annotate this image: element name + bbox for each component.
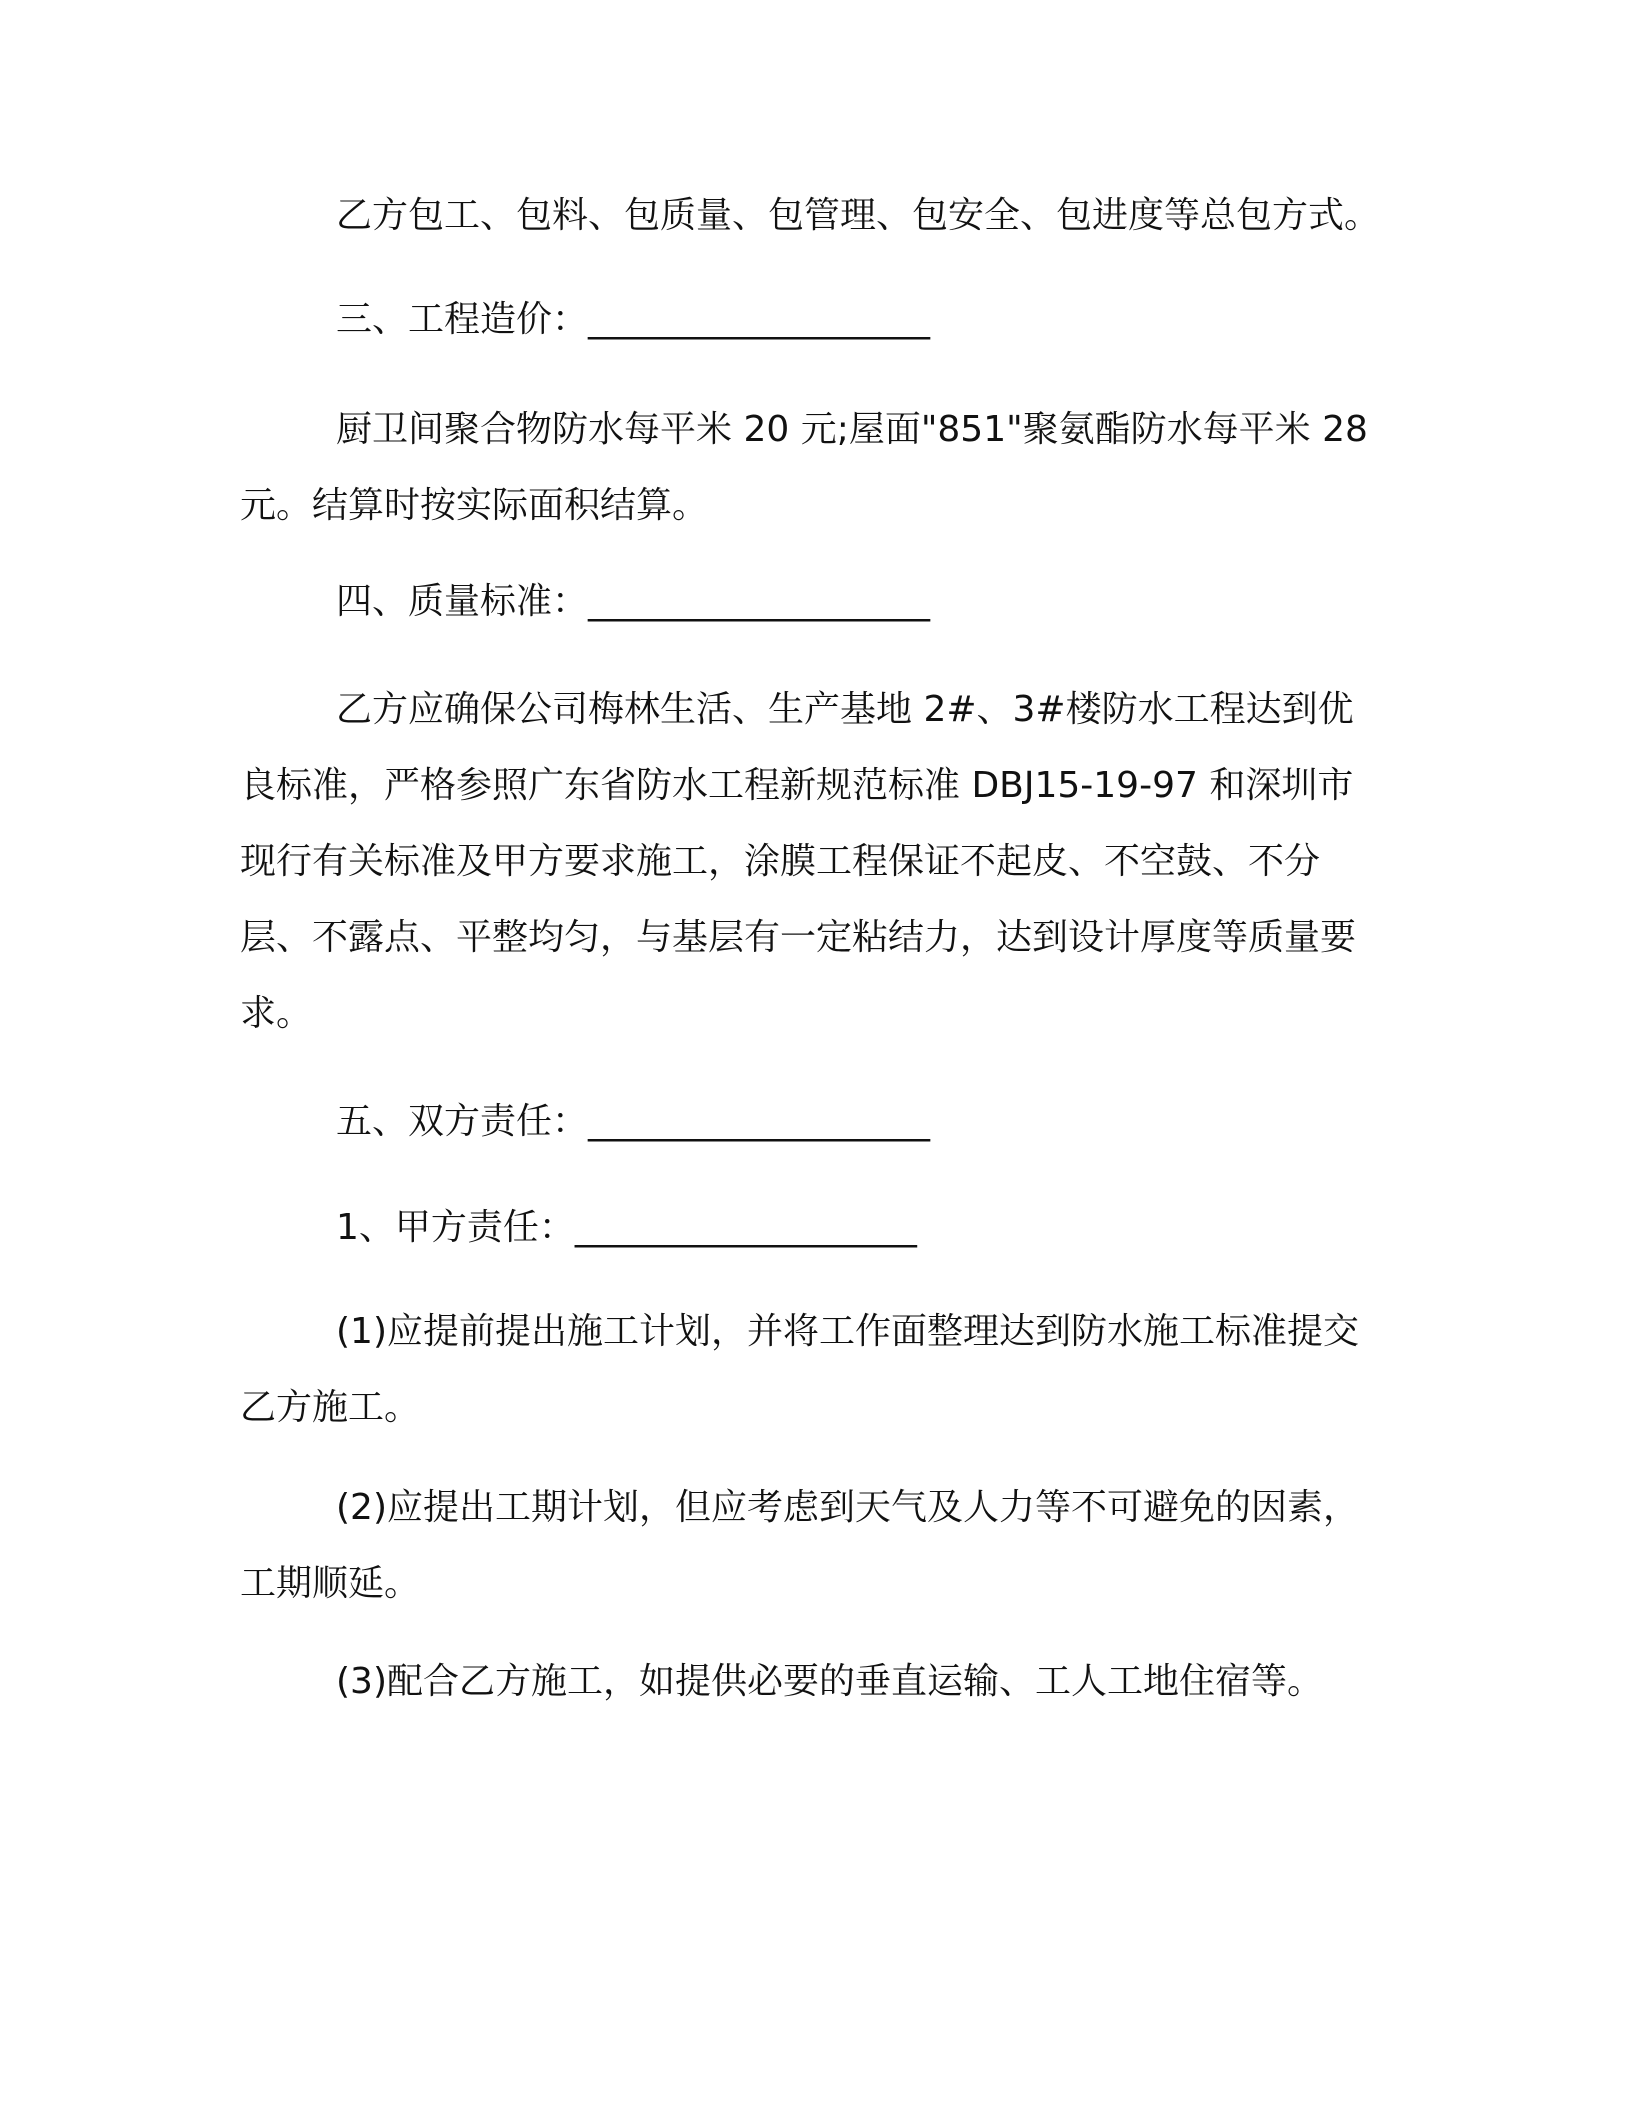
item-cooperation: (3)配合乙方施工，如提供必要的垂直运输、工人工地住宿等。	[336, 1661, 1323, 1702]
heading-quality-standard: 四、质量标准：___________________	[336, 581, 931, 622]
paragraph-unit-prices: 厨卫间聚合物防水每平米 20 元;屋面"851"聚氨酯防水每平米 28 元。结算时按实际面积结算。	[240, 409, 1368, 526]
heading-party-a-responsibilities: 1、甲方责任：___________________	[336, 1207, 917, 1248]
paragraph-quality-requirements: 乙方应确保公司梅林生活、生产基地 2#、3#楼防水工程达到优良标准，严格参照广东省防水工程新规范标准 DBJ15-19-97 和深圳市现行有关标准及甲方要求施工，涂膜工程保证不起皮、不空鼓、不分层、不露点、平整均匀，与基层有一定粘结力，达到设计厚度等质量要求。	[240, 689, 1357, 1034]
item-schedule-plan: (2)应提出工期计划，但应考虑到天气及人力等不可避免的因素，工期顺延。	[240, 1487, 1359, 1604]
paragraph-contract-mode: 乙方包工、包料、包质量、包管理、包安全、包进度等总包方式。	[336, 195, 1381, 236]
heading-responsibilities: 五、双方责任：___________________	[336, 1101, 931, 1142]
item-construction-plan: (1)应提前提出施工计划，并将工作面整理达到防水施工标准提交乙方施工。	[240, 1311, 1359, 1428]
heading-project-cost: 三、工程造价：___________________	[336, 299, 931, 340]
